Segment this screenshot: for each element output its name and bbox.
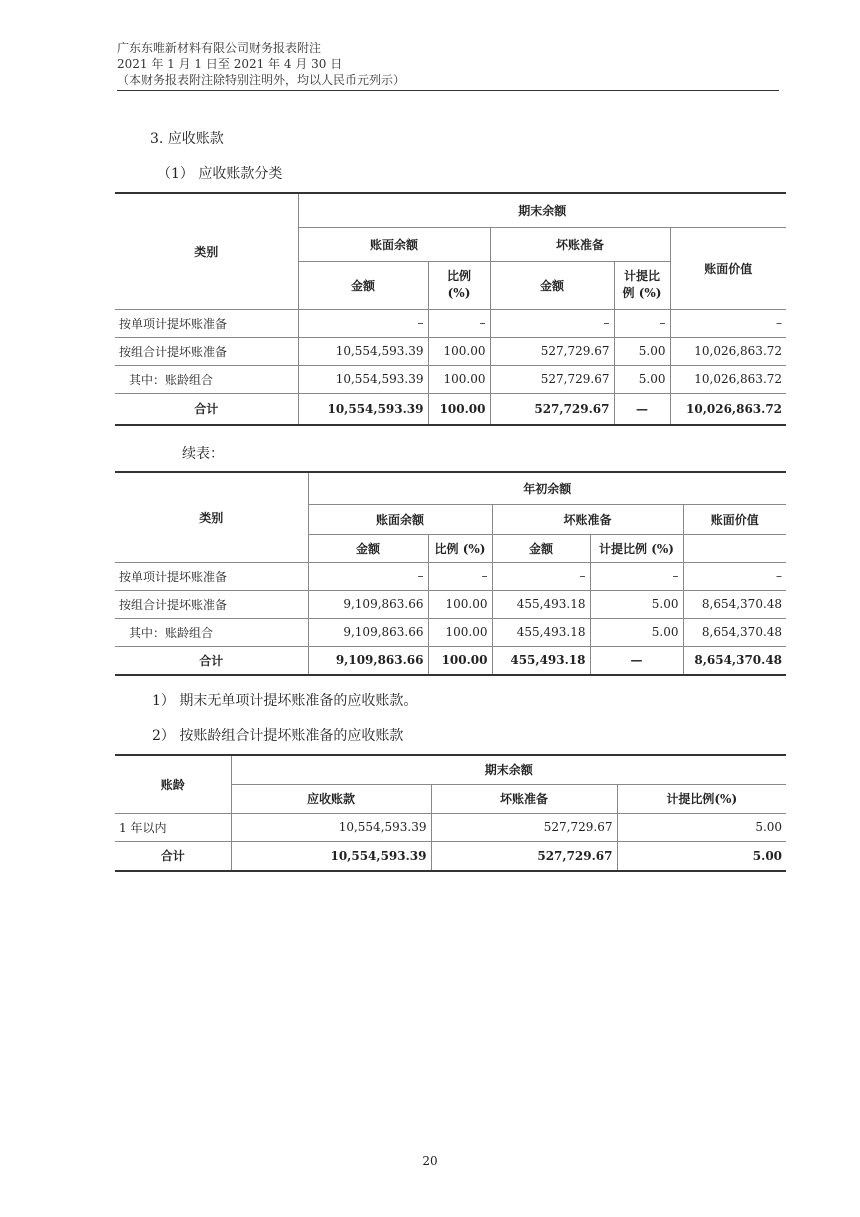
table1-header-bad-debt: 坏账准备 [490,227,670,261]
table1-header-period: 期末余额 [298,193,786,227]
section-title: 3. 应收账款 [150,131,224,147]
note-1: 1） 期末无单项计提坏账准备的应收账款。 [152,693,418,709]
table2-header-amount: 金额 [308,534,428,562]
table2-header-ratio: 比例 (%) [428,534,492,562]
table1-header-book-value: 账面价值 [670,227,786,309]
table2-header-book-value: 账面价值 [683,504,786,534]
header-rule [117,90,779,91]
table-row: 1 年以内 10,554,593.39 527,729.67 5.00 [115,813,786,841]
opening-balance-table [115,471,786,676]
table-total-row: 合计 9,109,863.66 100.00 455,493.18 — 8,654,370.48 [115,646,786,675]
table3-header-receivable: 应收账款 [231,784,431,813]
table2-header-period: 年初余额 [308,472,786,504]
table1-header-amount-2: 金额 [490,261,614,309]
table3-header-aging: 账龄 [115,755,231,813]
receivables-classification-table [115,192,786,426]
table-total-row: 合计 10,554,593.39 100.00 527,729.67 — 10,026,863.72 [115,393,786,425]
note-2: 2） 按账龄组合计提坏账准备的应收账款 [152,728,404,744]
table2-header-category: 类别 [115,472,308,562]
table-row: 按组合计提坏账准备 9,109,863.66 100.00 455,493.18 5.00 8,654,370.48 [115,590,786,618]
table2-header-bad-debt: 坏账准备 [492,504,683,534]
table1-header-category: 类别 [115,193,298,309]
table-row: 其中：账龄组合 9,109,863.66 100.00 455,493.18 5.00 8,654,370.48 [115,618,786,646]
table-row: 按单项计提坏账准备 – – – – – [115,562,786,590]
table1-header-amount: 金额 [298,261,428,309]
continued-label: 续表： [182,446,224,462]
table3-header-period: 期末余额 [231,755,786,784]
header-period: 2021 年 1 月 1 日至 2021 年 4 月 30 日 [117,57,343,71]
table3-header-bad-debt: 坏账准备 [431,784,617,813]
table2-header-amount-2: 金额 [492,534,590,562]
table1-header-provision-ratio: 计提比 例 (%) [614,261,670,309]
table-row: 按组合计提坏账准备 10,554,593.39 100.00 527,729.67 5.00 10,026,863.72 [115,337,786,365]
subsection-title: （1） 应收账款分类 [157,166,283,182]
table3-header-ratio: 计提比例(%) [617,784,786,813]
table2-header-empty [683,534,786,562]
table-total-row: 合计 10,554,593.39 527,729.67 5.00 [115,841,786,871]
header-company: 广东东唯新材料有限公司财务报表附注 [117,41,322,55]
aging-table [115,754,786,872]
table2-header-provision-ratio: 计提比例 (%) [590,534,683,562]
header-note: （本财务报表附注除特别注明外，均以人民币元列示） [117,73,406,87]
page-number: 20 [422,1154,438,1168]
table-row: 其中：账龄组合 10,554,593.39 100.00 527,729.67 5.00 10,026,863.72 [115,365,786,393]
table-row: 按单项计提坏账准备 – – – – – [115,309,786,337]
table1-header-book-balance: 账面余额 [298,227,490,261]
report-header [117,40,779,88]
table1-header-ratio: 比例 (%) [428,261,490,309]
table2-header-book-balance: 账面余额 [308,504,492,534]
